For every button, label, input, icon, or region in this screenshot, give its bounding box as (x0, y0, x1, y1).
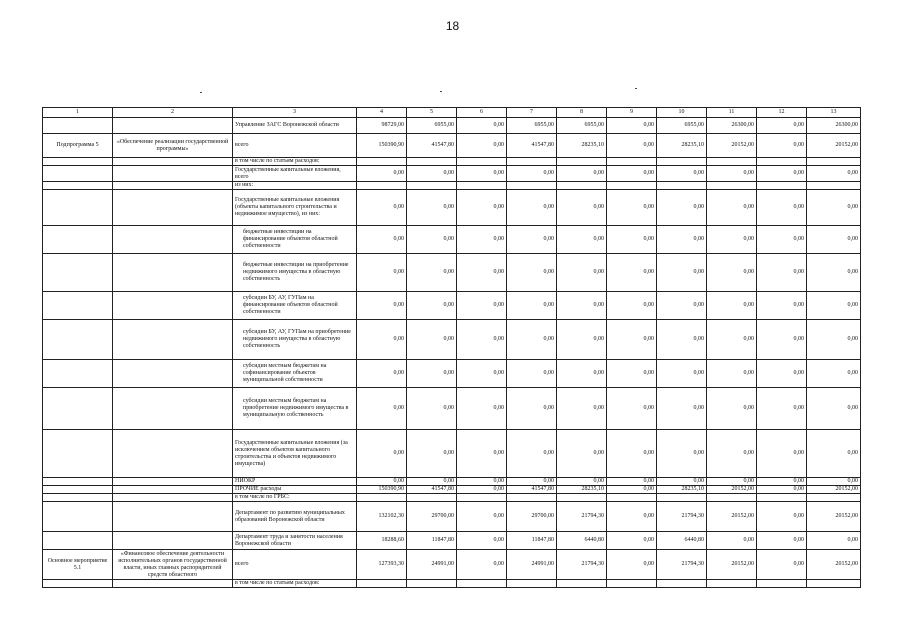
amount-cell (757, 182, 807, 190)
amount-cell: 150390,90 (357, 486, 407, 494)
amount-cell: 0,00 (807, 478, 861, 486)
amount-cell: 0,00 (457, 550, 507, 580)
amount-cell: 28235,10 (557, 134, 607, 158)
amount-cell (457, 494, 507, 502)
amount-cell (407, 158, 457, 166)
program-name-cell (113, 254, 233, 292)
amount-cell (507, 158, 557, 166)
amount-cell: 0,00 (657, 320, 707, 360)
program-code-cell (43, 532, 113, 550)
table-row (43, 166, 861, 182)
amount-cell: 132102,30 (357, 502, 407, 532)
expense-item-cell: Управление ЗАГС Воронежской области (233, 118, 357, 134)
amount-cell: 0,00 (607, 360, 657, 388)
amount-cell: 0,00 (457, 292, 507, 320)
table-row (43, 360, 861, 388)
expense-item-cell: ПРОЧИЕ расходы (233, 486, 357, 494)
amount-cell (607, 182, 657, 190)
table-row (43, 118, 861, 134)
expense-item-cell: Департамент труда и занятости населения Воронежской области (233, 532, 357, 550)
amount-cell: 0,00 (507, 430, 557, 478)
amount-cell: 20152,00 (807, 550, 861, 580)
amount-cell (357, 182, 407, 190)
amount-cell (407, 494, 457, 502)
amount-cell: 0,00 (557, 320, 607, 360)
amount-cell: 0,00 (557, 292, 607, 320)
amount-cell: 28235,10 (557, 486, 607, 494)
amount-cell: 0,00 (607, 254, 657, 292)
column-number: 2 (113, 108, 233, 118)
expense-item-cell: в том числе по ГРБС: (233, 494, 357, 502)
amount-cell: 6440,80 (657, 532, 707, 550)
amount-cell: 150390,90 (357, 134, 407, 158)
amount-cell: 0,00 (657, 166, 707, 182)
amount-cell: 0,00 (607, 478, 657, 486)
amount-cell: 0,00 (357, 360, 407, 388)
table-row (43, 182, 861, 190)
amount-cell: 20152,00 (807, 502, 861, 532)
program-code-cell (43, 182, 113, 190)
amount-cell (357, 494, 407, 502)
amount-cell: 20152,00 (707, 502, 757, 532)
amount-cell: 20152,00 (807, 134, 861, 158)
table-row (43, 292, 861, 320)
amount-cell: 0,00 (407, 360, 457, 388)
amount-cell (807, 182, 861, 190)
amount-cell: 0,00 (757, 226, 807, 254)
amount-cell: 0,00 (507, 226, 557, 254)
amount-cell: 0,00 (657, 292, 707, 320)
amount-cell: 0,00 (607, 292, 657, 320)
amount-cell: 0,00 (707, 388, 757, 430)
column-number: 11 (707, 108, 757, 118)
amount-cell: 0,00 (607, 388, 657, 430)
table-row (43, 502, 861, 532)
column-number: 8 (557, 108, 607, 118)
amount-cell: 98729,00 (357, 118, 407, 134)
amount-cell: 0,00 (657, 478, 707, 486)
amount-cell: 0,00 (357, 478, 407, 486)
amount-cell: 0,00 (357, 430, 407, 478)
amount-cell: 0,00 (557, 360, 607, 388)
program-code-cell (43, 226, 113, 254)
scan-dot (635, 88, 637, 89)
program-code-cell (43, 166, 113, 182)
amount-cell (457, 158, 507, 166)
program-code-cell (43, 388, 113, 430)
program-name-cell (113, 388, 233, 430)
amount-cell: 0,00 (557, 190, 607, 226)
expense-item-cell: НИОКР (233, 478, 357, 486)
program-code-cell: Основное мероприятие 5.1 (43, 550, 113, 580)
amount-cell: 0,00 (707, 532, 757, 550)
amount-cell: 0,00 (357, 254, 407, 292)
program-name-cell (113, 486, 233, 494)
amount-cell: 0,00 (457, 226, 507, 254)
amount-cell: 0,00 (457, 118, 507, 134)
amount-cell: 0,00 (757, 550, 807, 580)
amount-cell (757, 158, 807, 166)
amount-cell: 24991,00 (407, 550, 457, 580)
expense-item-cell: Государственные капитальные вложения, всего (233, 166, 357, 182)
program-name-cell (113, 532, 233, 550)
amount-cell: 0,00 (407, 478, 457, 486)
amount-cell: 0,00 (807, 388, 861, 430)
amount-cell: 21794,30 (557, 550, 607, 580)
amount-cell (507, 580, 557, 588)
table-row (43, 226, 861, 254)
scan-dot (200, 92, 202, 93)
amount-cell: 0,00 (407, 388, 457, 430)
expense-item-cell: Государственные капитальные вложения (за исключением объектов капитального строительства и объектов недвижимого имущества) (233, 430, 357, 478)
amount-cell: 0,00 (457, 320, 507, 360)
program-name-cell (113, 320, 233, 360)
table-row (43, 532, 861, 550)
column-number: 10 (657, 108, 707, 118)
program-code-cell (43, 320, 113, 360)
amount-cell: 0,00 (457, 360, 507, 388)
amount-cell: 0,00 (707, 254, 757, 292)
program-code-cell (43, 430, 113, 478)
amount-cell: 0,00 (507, 190, 557, 226)
amount-cell: 41547,80 (407, 486, 457, 494)
amount-cell (457, 182, 507, 190)
amount-cell: 0,00 (757, 134, 807, 158)
amount-cell: 20152,00 (707, 486, 757, 494)
amount-cell: 0,00 (407, 430, 457, 478)
amount-cell: 21794,30 (657, 502, 707, 532)
amount-cell: 0,00 (557, 430, 607, 478)
amount-cell: 0,00 (607, 550, 657, 580)
table-header-row (43, 108, 861, 118)
amount-cell: 6955,00 (657, 118, 707, 134)
amount-cell: 0,00 (457, 486, 507, 494)
amount-cell: 6440,80 (557, 532, 607, 550)
amount-cell: 0,00 (407, 190, 457, 226)
amount-cell: 6955,00 (407, 118, 457, 134)
amount-cell: 0,00 (607, 166, 657, 182)
amount-cell: 0,00 (607, 190, 657, 226)
amount-cell: 0,00 (807, 430, 861, 478)
amount-cell (607, 494, 657, 502)
program-name-cell (113, 182, 233, 190)
program-name-cell (113, 494, 233, 502)
amount-cell: 0,00 (557, 226, 607, 254)
amount-cell (807, 580, 861, 588)
column-number: 7 (507, 108, 557, 118)
amount-cell: 41547,80 (507, 134, 557, 158)
amount-cell (607, 158, 657, 166)
amount-cell (457, 580, 507, 588)
column-number: 4 (357, 108, 407, 118)
amount-cell: 0,00 (757, 360, 807, 388)
expense-item-cell: из них: (233, 182, 357, 190)
program-code-cell (43, 580, 113, 588)
amount-cell: 0,00 (807, 320, 861, 360)
amount-cell (807, 494, 861, 502)
table-row (43, 254, 861, 292)
amount-cell: 0,00 (657, 226, 707, 254)
amount-cell: 0,00 (407, 254, 457, 292)
expense-item-cell: Департамент по развитию муниципальных образований Воронежской области (233, 502, 357, 532)
amount-cell: 0,00 (507, 360, 557, 388)
amount-cell: 20152,00 (807, 486, 861, 494)
amount-cell: 0,00 (757, 532, 807, 550)
amount-cell (657, 494, 707, 502)
amount-cell: 0,00 (457, 478, 507, 486)
amount-cell: 0,00 (457, 532, 507, 550)
amount-cell: 0,00 (357, 388, 407, 430)
amount-cell (757, 494, 807, 502)
expense-item-cell: Государственные капитальные вложения (объекты капитального строительства и недвижимое имущество), из них: (233, 190, 357, 226)
program-code-cell (43, 292, 113, 320)
amount-cell: 0,00 (757, 166, 807, 182)
amount-cell: 0,00 (757, 430, 807, 478)
amount-cell: 0,00 (757, 478, 807, 486)
program-name-cell: «Обеспечение реализации государственной программы» (113, 134, 233, 158)
amount-cell (357, 158, 407, 166)
expense-item-cell: бюджетные инвестиции на приобретение недвижимого имущества в областную собственность (233, 254, 357, 292)
expense-item-cell: субсидии БУ, АУ, ГУПам на финансирование объектов областной собственности (233, 292, 357, 320)
amount-cell: 0,00 (757, 502, 807, 532)
amount-cell: 127393,30 (357, 550, 407, 580)
amount-cell: 0,00 (607, 320, 657, 360)
amount-cell: 0,00 (607, 532, 657, 550)
program-name-cell: «Финансовое обеспечение деятельности исполнительных органов государственной власти, иных главных распорядителей средств областного (113, 550, 233, 580)
amount-cell: 0,00 (807, 360, 861, 388)
table-row (43, 158, 861, 166)
amount-cell: 0,00 (707, 320, 757, 360)
amount-cell: 0,00 (607, 486, 657, 494)
table-row (43, 580, 861, 588)
amount-cell: 0,00 (657, 254, 707, 292)
program-name-cell (113, 430, 233, 478)
amount-cell (557, 158, 607, 166)
amount-cell: 0,00 (757, 118, 807, 134)
amount-cell: 0,00 (807, 190, 861, 226)
column-number: 3 (233, 108, 357, 118)
page-number: 18 (445, 19, 460, 33)
amount-cell (757, 580, 807, 588)
amount-cell (557, 182, 607, 190)
table-row (43, 550, 861, 580)
amount-cell: 41547,80 (507, 486, 557, 494)
program-name-cell (113, 166, 233, 182)
amount-cell: 0,00 (457, 430, 507, 478)
program-code-cell (43, 478, 113, 486)
program-code-cell (43, 254, 113, 292)
expense-item-cell: в том числе по статьям расходов: (233, 158, 357, 166)
amount-cell: 0,00 (507, 320, 557, 360)
amount-cell: 28235,10 (657, 134, 707, 158)
amount-cell: 26300,00 (807, 118, 861, 134)
program-name-cell (113, 292, 233, 320)
amount-cell: 0,00 (557, 166, 607, 182)
amount-cell: 0,00 (457, 388, 507, 430)
amount-cell: 28235,10 (657, 486, 707, 494)
expense-item-cell: субсидии БУ, АУ, ГУПам на приобретение недвижимого имущества в областную собственность (233, 320, 357, 360)
amount-cell: 0,00 (657, 360, 707, 388)
amount-cell: 20152,00 (707, 134, 757, 158)
amount-cell (657, 580, 707, 588)
program-code-cell (43, 502, 113, 532)
expense-item-cell: субсидии местным бюджетам на приобретение недвижимого имущества в муниципальную собственность (233, 388, 357, 430)
amount-cell: 0,00 (407, 166, 457, 182)
expense-item-cell: субсидии местным бюджетам на софинансирование объектов муниципальной собственности (233, 360, 357, 388)
amount-cell: 0,00 (707, 360, 757, 388)
column-number: 1 (43, 108, 113, 118)
amount-cell: 0,00 (707, 292, 757, 320)
table-row (43, 478, 861, 486)
program-code-cell (43, 486, 113, 494)
amount-cell (507, 182, 557, 190)
expense-item-cell: всего (233, 550, 357, 580)
amount-cell: 0,00 (707, 430, 757, 478)
amount-cell: 0,00 (757, 292, 807, 320)
amount-cell: 6955,00 (507, 118, 557, 134)
amount-cell: 0,00 (657, 190, 707, 226)
amount-cell: 0,00 (607, 502, 657, 532)
amount-cell (507, 494, 557, 502)
amount-cell: 0,00 (357, 320, 407, 360)
amount-cell: 0,00 (457, 190, 507, 226)
amount-cell: 0,00 (457, 502, 507, 532)
budget-table (42, 107, 861, 588)
amount-cell: 0,00 (507, 254, 557, 292)
amount-cell: 0,00 (557, 388, 607, 430)
amount-cell: 21794,30 (657, 550, 707, 580)
amount-cell: 0,00 (407, 320, 457, 360)
expense-item-cell: в том числе по статьям расходов: (233, 580, 357, 588)
program-code-cell (43, 360, 113, 388)
amount-cell: 18288,60 (357, 532, 407, 550)
program-name-cell (113, 190, 233, 226)
table-row (43, 388, 861, 430)
amount-cell: 0,00 (757, 320, 807, 360)
program-name-cell (113, 580, 233, 588)
amount-cell (607, 580, 657, 588)
table-row (43, 134, 861, 158)
amount-cell: 26300,00 (707, 118, 757, 134)
amount-cell: 29700,00 (507, 502, 557, 532)
table-row (43, 320, 861, 360)
amount-cell: 0,00 (357, 226, 407, 254)
amount-cell: 20152,00 (707, 550, 757, 580)
program-code-cell (43, 190, 113, 226)
amount-cell: 0,00 (757, 190, 807, 226)
amount-cell (807, 158, 861, 166)
column-number: 9 (607, 108, 657, 118)
amount-cell: 0,00 (457, 254, 507, 292)
amount-cell: 0,00 (607, 430, 657, 478)
amount-cell: 24991,00 (507, 550, 557, 580)
amount-cell: 0,00 (807, 292, 861, 320)
amount-cell: 0,00 (507, 478, 557, 486)
amount-cell (707, 182, 757, 190)
amount-cell: 0,00 (807, 532, 861, 550)
amount-cell: 0,00 (557, 478, 607, 486)
amount-cell: 0,00 (657, 430, 707, 478)
amount-cell: 0,00 (357, 292, 407, 320)
program-name-cell (113, 502, 233, 532)
program-name-cell (113, 360, 233, 388)
table-row (43, 486, 861, 494)
amount-cell: 6955,00 (557, 118, 607, 134)
amount-cell: 0,00 (757, 254, 807, 292)
amount-cell: 0,00 (707, 478, 757, 486)
amount-cell: 0,00 (657, 388, 707, 430)
amount-cell: 0,00 (457, 134, 507, 158)
amount-cell: 0,00 (807, 166, 861, 182)
amount-cell: 29700,00 (407, 502, 457, 532)
program-code-cell: Подпрограмма 5 (43, 134, 113, 158)
amount-cell (657, 182, 707, 190)
program-code-cell (43, 118, 113, 134)
amount-cell (557, 494, 607, 502)
amount-cell: 0,00 (357, 190, 407, 226)
amount-cell: 0,00 (707, 166, 757, 182)
table-row (43, 190, 861, 226)
column-number: 13 (807, 108, 861, 118)
amount-cell: 0,00 (757, 486, 807, 494)
amount-cell: 0,00 (407, 226, 457, 254)
amount-cell (407, 580, 457, 588)
amount-cell: 0,00 (507, 388, 557, 430)
amount-cell: 41547,80 (407, 134, 457, 158)
amount-cell (557, 580, 607, 588)
scan-dot (440, 91, 442, 92)
amount-cell: 0,00 (607, 134, 657, 158)
amount-cell (707, 158, 757, 166)
amount-cell (357, 580, 407, 588)
amount-cell: 0,00 (507, 292, 557, 320)
amount-cell (707, 580, 757, 588)
amount-cell: 0,00 (807, 226, 861, 254)
amount-cell: 0,00 (757, 388, 807, 430)
amount-cell (407, 182, 457, 190)
amount-cell: 0,00 (407, 292, 457, 320)
table-row (43, 430, 861, 478)
table-row (43, 494, 861, 502)
amount-cell: 21794,30 (557, 502, 607, 532)
amount-cell (707, 494, 757, 502)
program-name-cell (113, 478, 233, 486)
program-name-cell (113, 118, 233, 134)
program-name-cell (113, 226, 233, 254)
column-number: 5 (407, 108, 457, 118)
amount-cell (657, 158, 707, 166)
program-name-cell (113, 158, 233, 166)
column-number: 12 (757, 108, 807, 118)
expense-item-cell: всего (233, 134, 357, 158)
amount-cell: 0,00 (707, 190, 757, 226)
amount-cell: 0,00 (357, 166, 407, 182)
program-code-cell (43, 494, 113, 502)
amount-cell: 11847,80 (407, 532, 457, 550)
amount-cell: 0,00 (707, 226, 757, 254)
amount-cell: 11847,80 (507, 532, 557, 550)
program-code-cell (43, 158, 113, 166)
amount-cell: 0,00 (807, 254, 861, 292)
expense-item-cell: бюджетные инвестиции на финансирование объектов областной собственности (233, 226, 357, 254)
amount-cell: 0,00 (557, 254, 607, 292)
amount-cell: 0,00 (507, 166, 557, 182)
amount-cell: 0,00 (457, 166, 507, 182)
column-number: 6 (457, 108, 507, 118)
amount-cell: 0,00 (607, 118, 657, 134)
amount-cell: 0,00 (607, 226, 657, 254)
